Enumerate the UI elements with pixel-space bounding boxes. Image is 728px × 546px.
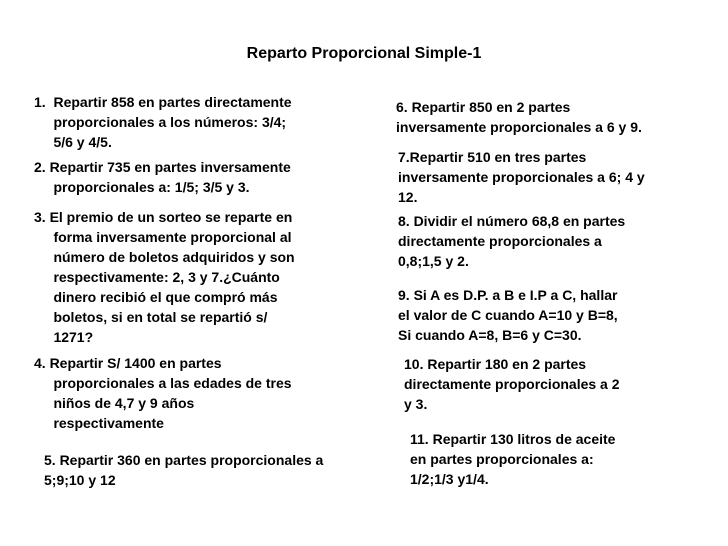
problem-4: 4. Repartir S/ 1400 en partes proporcionales a las edades de tres niños de 4,7 y 9 años respectivamente [34,355,292,431]
problem-8: 8. Dividir el número 68,8 en partes directamente proporcionales a 0,8;1,5 y 2. [398,213,626,269]
problem-10: 10. Repartir 180 en 2 partes directamente proporcionales a 2 y 3. [404,356,620,412]
problem-6: 6. Repartir 850 en 2 partes inversamente proporcionales a 6 y 9. [396,99,642,135]
problem-7: 7.Repartir 510 en tres partes inversamente proporcionales a 6; 4 y 12. [398,149,645,205]
problem-11: 11. Repartir 130 litros de aceite en partes proporcionales a: 1/2;1/3 y1/4. [410,431,616,487]
problem-3: 3. El premio de un sorteo se reparte en forma inversamente proporcional al número de boletos adquiridos y son respectivamente: 2, 3 y 7.¿Cuánto dinero recibió el que compró más boletos, si en total se repartió s/ 1271? [34,209,295,345]
slide-title: Reparto Proporcional Simple-1 [246,45,482,62]
problem-5: 5. Repartir 360 en partes proporcionales a 5;9;10 y 12 [44,452,324,488]
problem-1: 1. Repartir 858 en partes directamente proporcionales a los números: 3/4; 5/6 y 4/5. [34,94,292,150]
problem-9: 9. Si A es D.P. a B e I.P a C, hallar el valor de C cuando A=10 y B=8, Si cuando A=8, B=6 y C=30. [398,287,618,343]
problem-2: 2. Repartir 735 en partes inversamente proporcionales a: 1/5; 3/5 y 3. [34,159,291,195]
